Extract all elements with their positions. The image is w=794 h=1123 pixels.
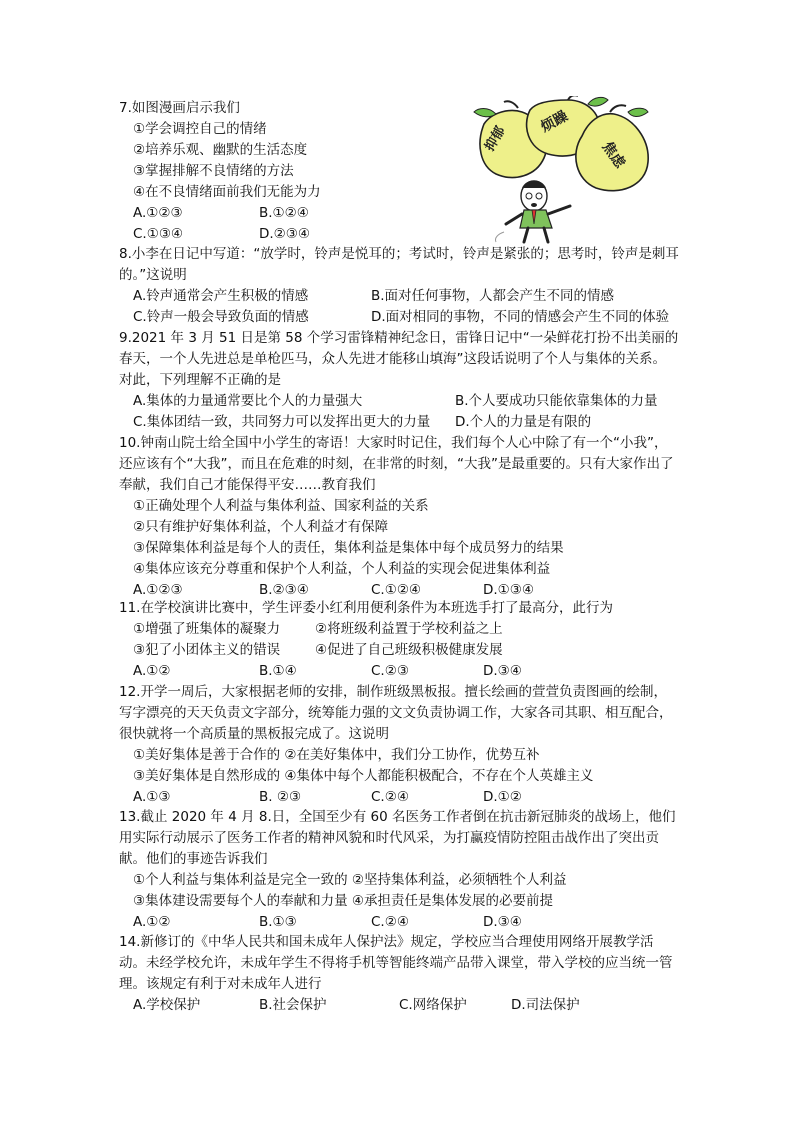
option-d[interactable]: D.①③④ — [483, 582, 534, 598]
answer-options — [119, 391, 679, 412]
question-12 — [119, 682, 679, 808]
option-a[interactable]: A.①②③ — [133, 582, 183, 598]
answer-options — [119, 995, 679, 1016]
question-stem: 12.开学一周后，大家根据老师的安排，制作班级黑板报。擅长绘画的萱萱负责图画的绘制，写字漂亮的天天负责文字部分，统筹能力强的文文负责协调工作，大家各司其职、相互配合，很快就将一个高质量的黑板报完成了。这说明 — [119, 684, 673, 742]
answer-options — [119, 787, 679, 808]
option-d[interactable]: D.面对相同的事物，不同的情感会产生不同的体验 — [371, 309, 670, 325]
question-stem: 14.新修订的《中华人民共和国未成年人保护法》规定，学校应当合理使用网络开展教学活动。未经学校允许，未成年学生不得将手机等智能终端产品带入课堂，带入学校的应当统一管理。该规定有利于对未成年人进行 — [119, 934, 673, 992]
option-b[interactable]: B.面对任何事物，人都会产生不同的情感 — [371, 288, 615, 304]
option-b[interactable]: B.社会保护 — [259, 997, 327, 1013]
statement-3: ③保障集体利益是每个人的责任，集体利益是集体中每个成员努力的结果 — [133, 540, 564, 556]
option-b[interactable]: B.个人要成功只能依靠集体的力量 — [455, 393, 658, 409]
option-b[interactable]: B.①④ — [259, 663, 297, 679]
question-stem: 8.小李在日记中写道：“放学时，铃声是悦耳的；考试时，铃声是紧张的；思考时，铃声是刺耳的。”这说明 — [119, 246, 679, 283]
statement-1: ①增强了班集体的凝聚力 — [133, 621, 281, 637]
option-c[interactable]: C.集体团结一致，共同努力可以发挥出更大的力量 — [133, 414, 431, 430]
statement-row — [119, 619, 613, 640]
statement-4: ④在不良情绪面前我们无能为力 — [133, 184, 321, 200]
answer-options — [119, 412, 679, 433]
answer-options — [119, 912, 679, 933]
option-a[interactable]: A.①② — [133, 914, 171, 930]
option-c[interactable]: C.铃声一般会导致负面的情感 — [133, 309, 309, 325]
option-d[interactable]: D.③④ — [483, 914, 522, 930]
statement-1: ①学会调控自己的情绪 — [133, 121, 267, 137]
option-c[interactable]: C.①③④ — [133, 226, 184, 242]
statement-2: ②只有维护好集体利益，个人利益才有保障 — [133, 519, 389, 535]
answer-options — [119, 224, 321, 245]
answer-options — [119, 307, 679, 328]
option-b[interactable]: B.②③④ — [259, 582, 309, 598]
option-c[interactable]: C.②④ — [371, 914, 409, 930]
question-stem: 11.在学校演讲比赛中，学生评委小红利用便利条件为本班选手打了最高分，此行为 — [119, 600, 613, 616]
option-b[interactable]: B.①②④ — [259, 205, 309, 221]
option-d[interactable]: D.②③④ — [259, 226, 310, 242]
option-c[interactable]: C.②③ — [371, 663, 409, 679]
statement-4: ④促进了自己班级积极健康发展 — [315, 642, 503, 658]
question-stem: 10.钟南山院士给全国中小学生的寄语！大家时时记住，我们每个人心中除了有一个“小我”，还应该有个“大我”，而且在危难的时刻，在非常的时刻，“大我”是最重要的。只有大家作出了奉献，我们自己才能保得平安……教育我们 — [119, 435, 674, 493]
question-7 — [119, 98, 321, 245]
answer-options — [119, 203, 321, 224]
option-a[interactable]: A.①②③ — [133, 205, 183, 221]
label-depressed: 抑郁 — [482, 123, 509, 154]
option-d[interactable]: D.③④ — [483, 663, 522, 679]
label-anxious: 焦虑 — [598, 139, 628, 172]
option-c[interactable]: C.①②④ — [371, 582, 422, 598]
question-13 — [119, 807, 679, 933]
option-b[interactable]: B.①③ — [259, 914, 297, 930]
statement-row-2: ③美好集体是自然形成的 ④集体中每个人都能积极配合，不存在个人英雄主义 — [133, 768, 594, 784]
statement-row-1: ①个人利益与集体利益是完全一致的 ②坚持集体利益，必须牺牲个人利益 — [133, 872, 567, 888]
question-stem: 9.2021 年 3 月 51 日是第 58 个学习雷锋精神纪念日，雷锋日记中“一朵鲜花打扮不出美丽的春天，一个人先进总是单枪匹马，众人先进才能移山填海”这段话说明了个人与集体的关系。对此，下列理解不正确的是 — [119, 330, 679, 388]
statement-2: ②培养乐观、幽默的生活态度 — [133, 142, 308, 158]
question-8 — [119, 244, 679, 328]
question-9 — [119, 328, 679, 433]
statement-row-2: ③集体建设需要每个人的奉献和力量 ④承担责任是集体发展的必要前提 — [133, 893, 553, 909]
statement-3: ③犯了小团体主义的错误 — [133, 642, 281, 658]
option-a[interactable]: A.铃声通常会产生积极的情感 — [133, 288, 309, 304]
option-a[interactable]: A.①③ — [133, 789, 171, 805]
statement-row-1: ①美好集体是善于合作的 ②在美好集体中，我们分工协作，优势互补 — [133, 747, 540, 763]
question-10 — [119, 433, 679, 601]
option-a[interactable]: A.①② — [133, 663, 171, 679]
question-stem: 13.截止 2020 年 4 月 8.日，全国至少有 60 名医务工作者倒在抗击新冠肺炎的战场上，他们用实际行动展示了医务工作者的精神风貌和时代风采，为打赢疫情防控阻击战作出了突出贡献。他们的事迹告诉我们 — [119, 809, 676, 867]
statement-4: ④集体应该充分尊重和保护个人利益，个人利益的实现会促进集体利益 — [133, 561, 551, 577]
option-c[interactable]: C.网络保护 — [399, 997, 467, 1013]
statement-3: ③掌握排解不良情绪的方法 — [133, 163, 294, 179]
statement-2: ②将班级利益置于学校利益之上 — [315, 621, 503, 637]
question-14 — [119, 932, 679, 1016]
option-a[interactable]: A.集体的力量通常要比个人的力量强大 — [133, 393, 363, 409]
question-stem: 7.如图漫画启示我们 — [119, 100, 240, 116]
option-d[interactable]: D.个人的力量是有限的 — [455, 414, 592, 430]
option-d[interactable]: D.司法保护 — [511, 997, 580, 1013]
answer-options — [119, 286, 679, 307]
option-d[interactable]: D.①② — [483, 789, 522, 805]
stressed-person-icon — [495, 181, 570, 243]
answer-options — [119, 661, 613, 682]
option-b[interactable]: B. ②③ — [259, 789, 302, 805]
statement-row — [119, 640, 613, 661]
option-a[interactable]: A.学校保护 — [133, 997, 201, 1013]
statement-1: ①正确处理个人利益与集体利益、国家利益的关系 — [133, 498, 429, 514]
label-irritable: 烦躁 — [538, 108, 571, 136]
emotion-burden-cartoon — [470, 96, 675, 244]
option-c[interactable]: C.②④ — [371, 789, 409, 805]
question-11 — [119, 598, 613, 682]
